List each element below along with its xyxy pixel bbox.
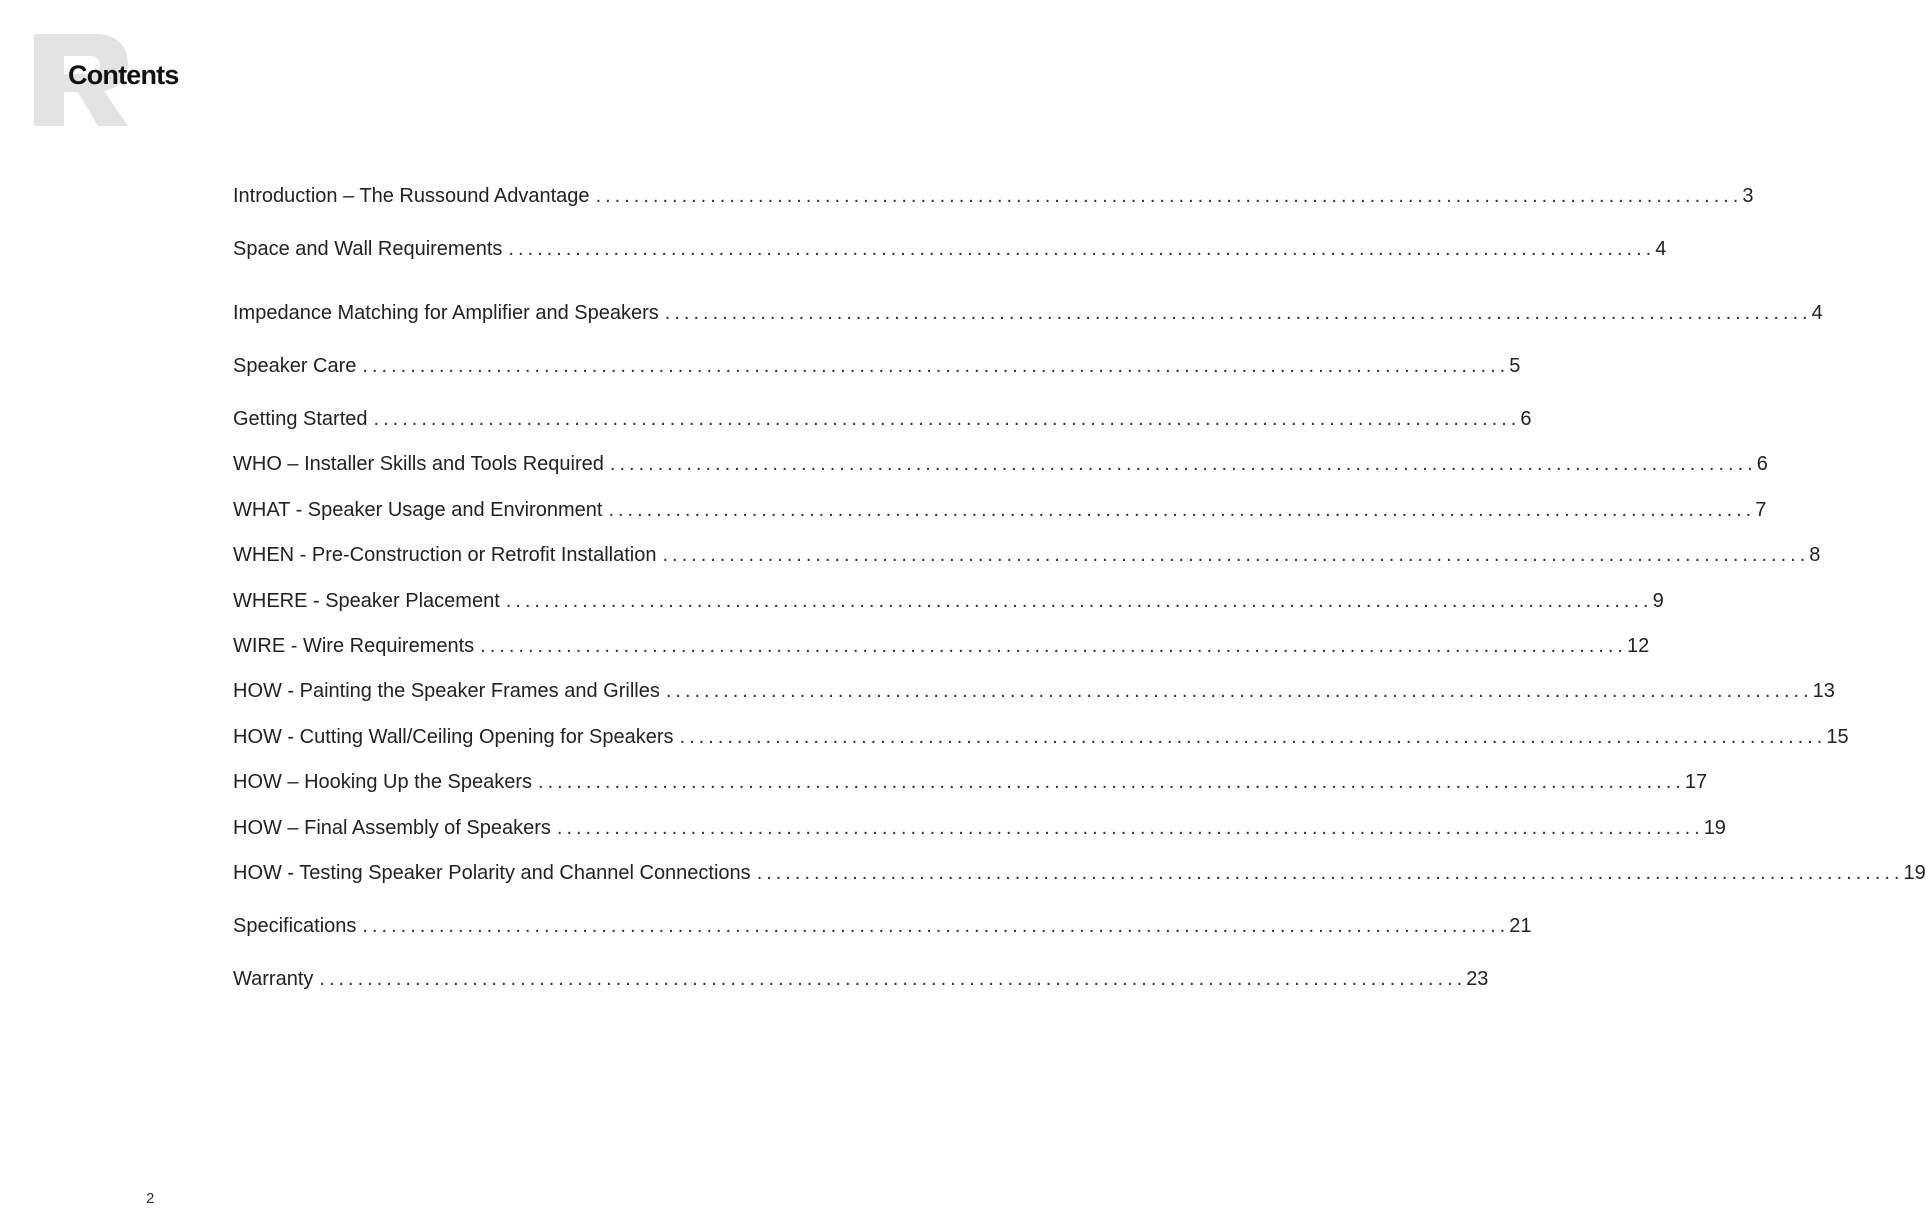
toc-entry-page: 12 xyxy=(1626,635,1650,657)
toc-entry[interactable] xyxy=(233,236,1667,262)
page-number: 2 xyxy=(146,1190,155,1207)
toc-entry-page: 15 xyxy=(1826,726,1849,748)
toc-leader-dots: ........................................................................................................................ xyxy=(319,968,1467,990)
toc-entry-page: 6 xyxy=(1520,408,1532,430)
toc-leader-dots: ........................................................................................................................ xyxy=(665,680,1813,702)
toc-entry-page: 8 xyxy=(1809,544,1821,566)
toc-entry-label: HOW - Painting the Speaker Frames and Grilles xyxy=(233,680,660,702)
toc-entry-page: 19 xyxy=(1903,862,1926,884)
toc-entry[interactable] xyxy=(233,860,1926,886)
toc-entry[interactable] xyxy=(233,769,1708,795)
toc-entry[interactable] xyxy=(233,451,1768,477)
toc-entry[interactable] xyxy=(233,966,1489,992)
toc-entry-label: HOW - Testing Speaker Polarity and Channel Connections xyxy=(233,862,751,884)
toc-entry-page: 17 xyxy=(1684,771,1708,793)
toc-entry-page: 4 xyxy=(1655,238,1667,260)
toc-entry-label: HOW – Final Assembly of Speakers xyxy=(233,817,551,839)
toc-entry-label: WIRE - Wire Requirements xyxy=(233,635,475,657)
toc-leader-dots: ........................................................................................................................ xyxy=(609,453,1757,475)
toc-leader-dots: ........................................................................................................................ xyxy=(756,862,1904,884)
toc-leader-dots: ........................................................................................................................ xyxy=(362,355,1510,377)
toc-entry-page: 23 xyxy=(1466,968,1489,990)
toc-leader-dots: ........................................................................................................................ xyxy=(373,408,1521,430)
toc-leader-dots: ........................................................................................................................ xyxy=(480,635,1627,657)
toc-entry-page: 21 xyxy=(1509,915,1532,937)
toc-entry-label: Space and Wall Requirements xyxy=(233,238,503,260)
toc-entry-page: 13 xyxy=(1812,680,1835,702)
toc-entry-label: Impedance Matching for Amplifier and Speakers xyxy=(233,302,659,324)
toc-entry[interactable] xyxy=(233,542,1821,568)
toc-entry-label: WHERE - Speaker Placement xyxy=(233,590,500,612)
toc-entry-label: HOW - Cutting Wall/Ceiling Opening for Speakers xyxy=(233,726,674,748)
toc-entry-page: 4 xyxy=(1811,302,1823,324)
toc-entry[interactable] xyxy=(233,588,1664,614)
toc-entry[interactable] xyxy=(233,678,1835,704)
toc-entry-label: HOW – Hooking Up the Speakers xyxy=(233,771,533,793)
page-title: Contents xyxy=(68,60,179,90)
toc-entry-label: Specifications xyxy=(233,915,357,937)
toc-entry[interactable] xyxy=(233,815,1726,841)
toc-entry-label: Introduction – The Russound Advantage xyxy=(233,185,590,207)
toc-leader-dots: ........................................................................................................................ xyxy=(538,771,1685,793)
toc-entry[interactable] xyxy=(233,353,1521,379)
toc-entry-page: 9 xyxy=(1652,590,1664,612)
toc-leader-dots: ........................................................................................................................ xyxy=(362,915,1510,937)
toc-leader-dots: ........................................................................................................................ xyxy=(608,499,1756,521)
toc-leader-dots: ........................................................................................................................ xyxy=(664,302,1812,324)
toc-entry[interactable] xyxy=(233,724,1849,750)
toc-leader-dots: ........................................................................................................................ xyxy=(508,238,1656,260)
toc-leader-dots: ........................................................................................................................ xyxy=(595,185,1743,207)
toc-leader-dots: ........................................................................................................................ xyxy=(505,590,1653,612)
toc-entry-label: Getting Started xyxy=(233,408,368,430)
toc-entry-page: 5 xyxy=(1509,355,1521,377)
toc-entry-page: 6 xyxy=(1756,453,1768,475)
toc-entry-label: WHAT - Speaker Usage and Environment xyxy=(233,499,603,521)
toc-entry-label: Speaker Care xyxy=(233,355,357,377)
toc-entry[interactable] xyxy=(233,497,1767,523)
toc-entry[interactable] xyxy=(233,406,1532,432)
toc-leader-dots: ........................................................................................................................ xyxy=(556,817,1704,839)
toc-entry[interactable] xyxy=(233,300,1823,326)
toc-leader-dots: ........................................................................................................................ xyxy=(679,726,1827,748)
toc-entry-page: 7 xyxy=(1755,499,1767,521)
toc-entry-label: Warranty xyxy=(233,968,314,990)
toc-entry[interactable] xyxy=(233,183,1754,209)
toc-entry[interactable] xyxy=(233,913,1532,939)
toc-entry-label: WHEN - Pre-Construction or Retrofit Installation xyxy=(233,544,657,566)
toc-leader-dots: ........................................................................................................................ xyxy=(662,544,1810,566)
toc-entry[interactable] xyxy=(233,633,1650,659)
toc-entry-page: 3 xyxy=(1742,185,1754,207)
toc-entry-label: WHO – Installer Skills and Tools Required xyxy=(233,453,604,475)
toc-entry-page: 19 xyxy=(1703,817,1726,839)
